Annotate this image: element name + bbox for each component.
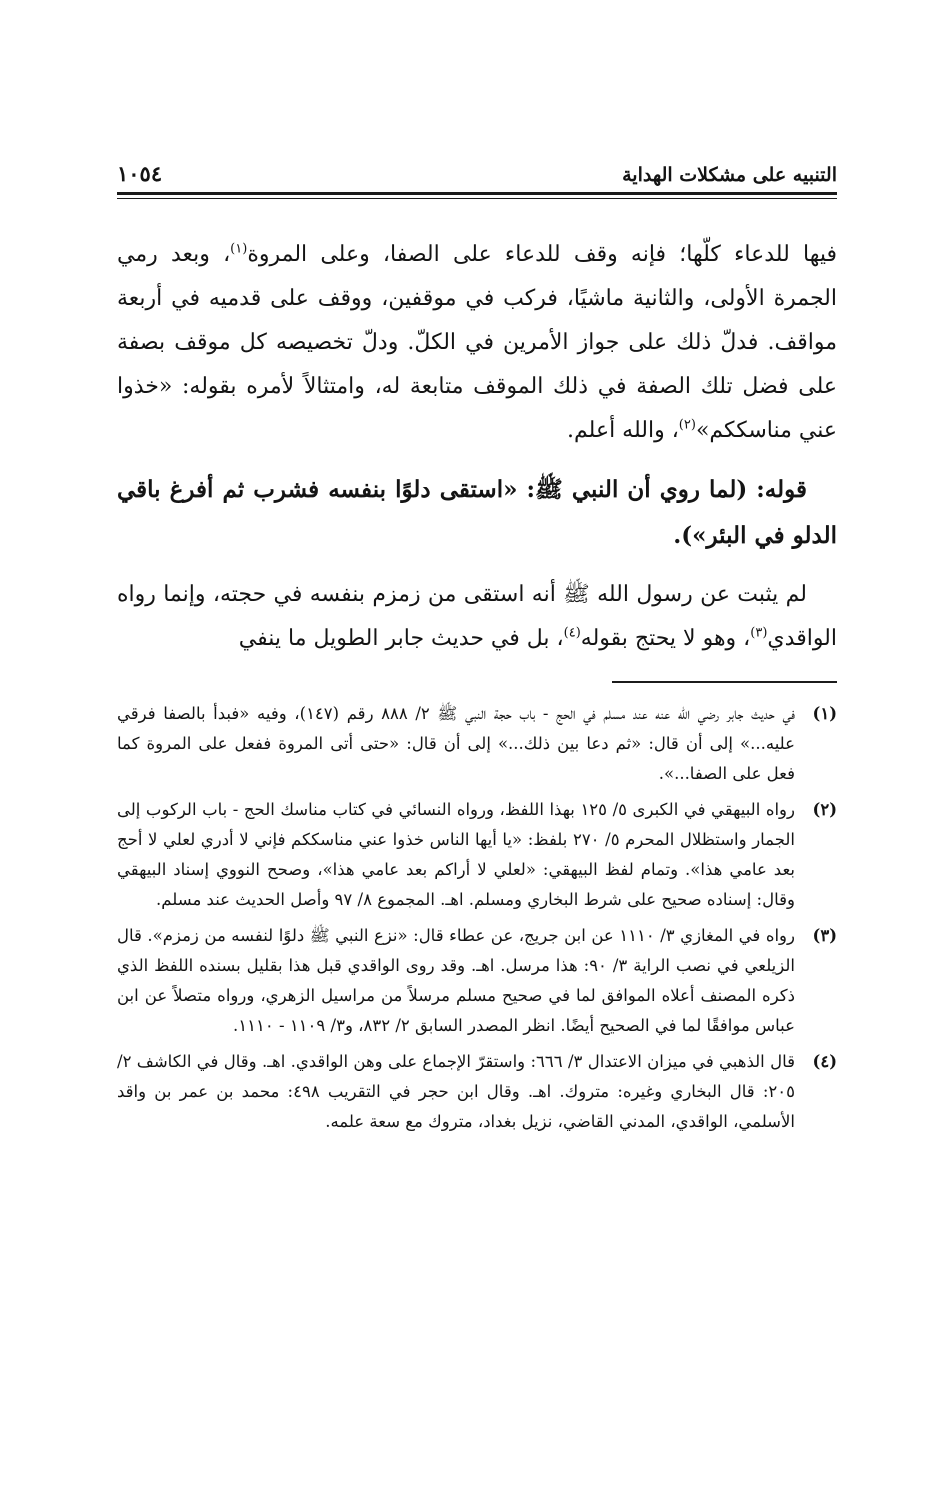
footnote-1 [117, 699, 837, 789]
footnote-ref-3: (٣) [750, 625, 768, 641]
footnote-number: (١) [812, 704, 837, 723]
footnote-3 [117, 921, 837, 1041]
footnote-2 [117, 795, 837, 915]
footnote-text: في حديث جابر رضي الله عنه عند مسلم في الحج - باب حجة النبي ﷺ ٢/ ٨٨٨ رقم (١٤٧)، وفيه «فبدأ بالصفا فرقي عليه...» إلى أن قال: «ثم دعا بين ذلك...» إلى أن قال: «حتى أتى المروة ففعل على المروة كما فعل على الصفا...». [117, 704, 795, 783]
paragraph-1-part-2: ، وبعد رمي الجمرة الأولى، والثانية ماشيًا، فركب في موقفين، ووقف على قدميه في أربعة مواقف. فدلّ ذلك على جواز الأمرين في الكلّ. ودلّ تخصيصه كل موقف بصفة على فضل تلك الصفة في ذلك الموقف متابعة له، وامتثالاً لأمره بقوله: «خذوا عني مناسككم» [117, 242, 837, 443]
footnote-4 [117, 1047, 837, 1137]
paragraph-1 [117, 233, 837, 453]
quoted-heading: قوله: (لما روي أن النبي ﷺ: «استقى دلوًا بنفسه فشرب ثم أفرغ باقي الدلو في البئر»). [117, 476, 837, 549]
paragraph-1-part-3: ، والله أعلم. [567, 418, 679, 443]
main-text [117, 233, 837, 661]
running-title: التنبيه على مشكلات الهداية [622, 164, 837, 186]
paragraph-2-part-2: ، وهو لا يحتج بقوله [580, 626, 751, 651]
paragraph-2-part-1: لم يثبت عن رسول الله ﷺ أنه استقى من زمزم بنفسه في حجته، وإنما رواه الواقدي [117, 582, 837, 651]
footnote-number: (٢) [812, 800, 837, 819]
footnote-ref-4: (٤) [563, 625, 581, 641]
book-page [117, 150, 837, 1143]
footnote-number: (٤) [812, 1052, 837, 1071]
footnote-number: (٣) [812, 926, 837, 945]
paragraph-2 [117, 573, 837, 661]
paragraph-1-part-1: فيها للدعاء كلّها؛ فإنه وقف للدعاء على الصفا، وعلى المروة [247, 242, 837, 267]
footnote-text: قال الذهبي في ميزان الاعتدال ٣/ ٦٦٦: واستقرّ الإجماع على وهن الواقدي. اهـ. وقال في الكاشف ٢/ ٢٠٥: قال البخاري وغيره: متروك. اهـ. وقال ابن حجر في التقريب ٤٩٨: محمد بن عمر بن واقد الأسلمي، الواقدي، المدني القاضي، نزيل بغداد، متروك مع سعة علمه. [117, 1052, 795, 1131]
footnotes [117, 699, 837, 1137]
header-rule-thick [117, 192, 837, 195]
footnote-separator [612, 681, 837, 683]
running-header [117, 150, 837, 186]
header-rule-thin [117, 198, 837, 199]
footnote-text: رواه البيهقي في الكبرى ٥/ ١٢٥ بهذا اللفظ، ورواه النسائي في كتاب مناسك الحج - باب الركوب إلى الجمار واستظلال المحرم ٥/ ٢٧٠ بلفظ: «يا أيها الناس خذوا عني مناسككم فإني لا أدري لعلي لا أحج بعد عامي هذا». وتمام لفظ البيهقي: «لعلي لا أراكم بعد عامي هذا»، وصحح النووي إسناد البيهقي وقال: إسناده صحيح على شرط البخاري ومسلم. اهـ. المجموع ٨/ ٩٧ وأصل الحديث عند مسلم. [117, 800, 795, 909]
footnote-ref-2: (٢) [678, 417, 696, 433]
paragraph-2-part-3: ، بل في حديث جابر الطويل ما ينفي [238, 626, 564, 651]
footnote-ref-1: (١) [230, 241, 248, 257]
page-number: ١٠٥٤ [117, 161, 163, 186]
footnote-text: رواه في المغازي ٣/ ١١١٠ عن ابن جريج، عن عطاء قال: «نزع النبي ﷺ دلوًا لنفسه من زمزم». قال الزيلعي في نصب الراية ٣/ ٩٠: هذا مرسل. اهـ. وقد روى الواقدي قبل هذا بقليل بسنده اللفظ الذي ذكره المصنف أعلاه الموافق لما في صحيح مسلم مرسلاً من مراسيل الزهري، ورواه متصلاً عن ابن عباس موافقًا لما في الصحيح أيضًا. انظر المصدر السابق ٢/ ٨٣٢، و٣/ ١١٠٩ - ١١١٠. [117, 926, 795, 1035]
